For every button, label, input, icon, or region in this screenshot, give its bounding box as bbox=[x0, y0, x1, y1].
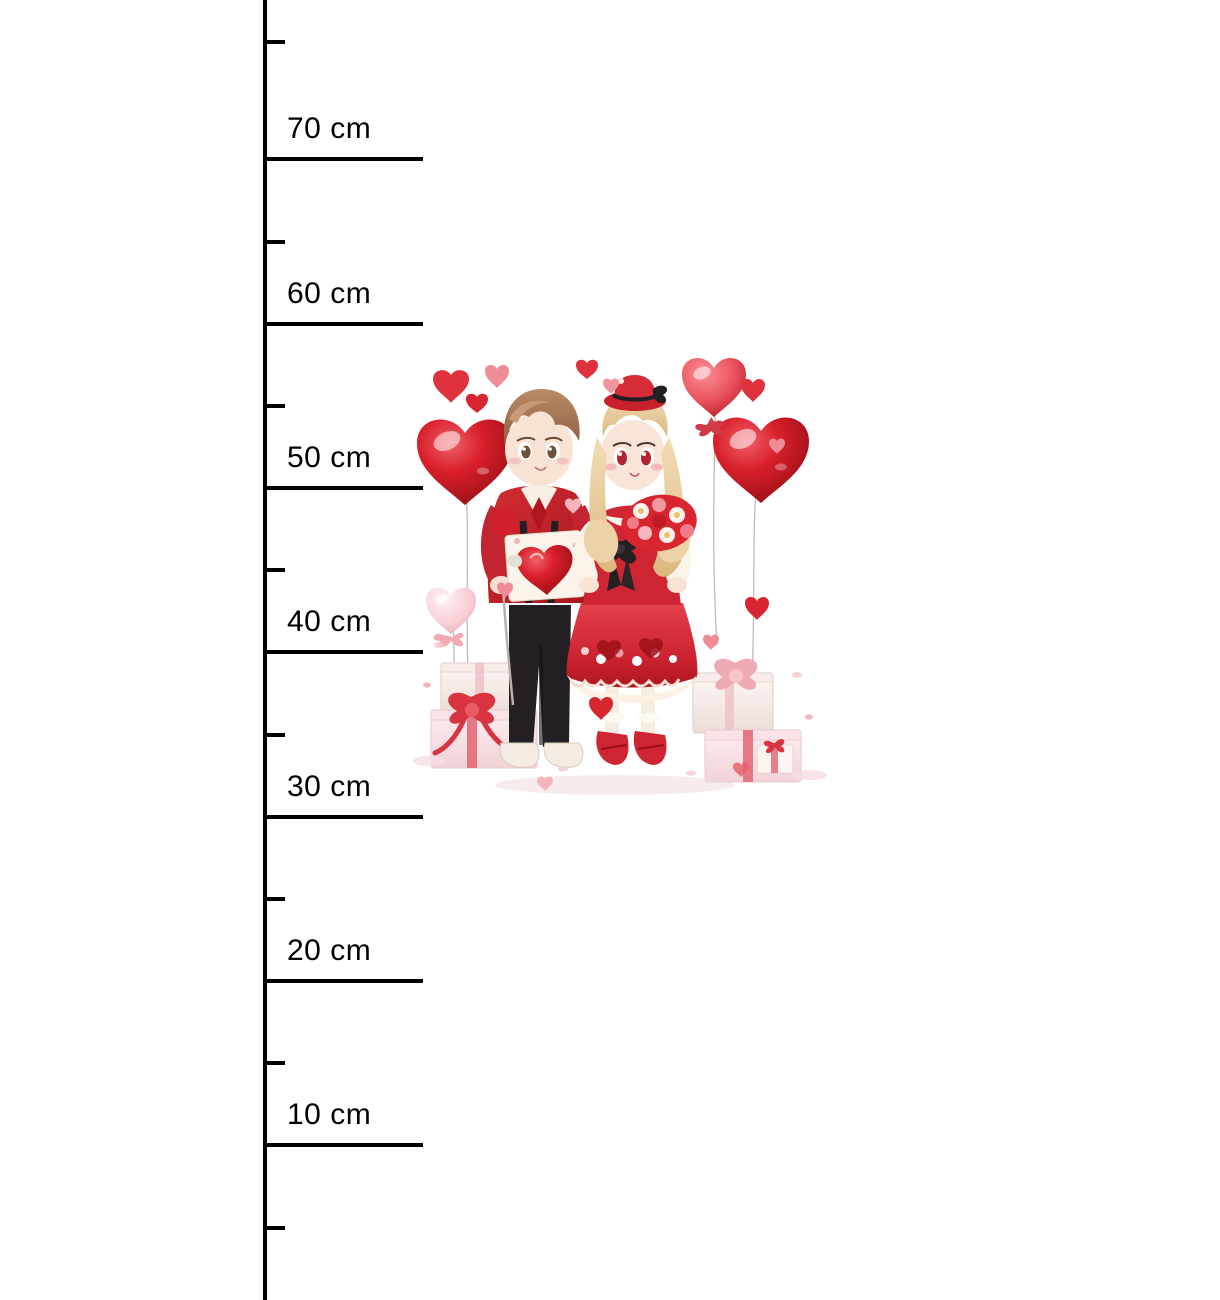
artwork-illustration bbox=[405, 345, 845, 815]
ruler-tick-minor bbox=[263, 40, 285, 44]
artwork-valentine-couple bbox=[405, 345, 845, 815]
ruler-label-10: 10 cm bbox=[287, 1098, 372, 1131]
ground-shadow bbox=[495, 775, 735, 795]
ruler-label-50: 50 cm bbox=[287, 441, 372, 474]
ruler-label-70: 70 cm bbox=[287, 112, 372, 145]
ruler-label-20: 20 cm bbox=[287, 934, 372, 967]
ruler-label-60: 60 cm bbox=[287, 277, 372, 310]
ruler-tick-minor bbox=[263, 733, 285, 737]
ruler-tick-major bbox=[263, 979, 423, 983]
ruler-tick-major bbox=[263, 815, 423, 819]
ruler-tick-major bbox=[263, 650, 423, 654]
ruler-label-30: 30 cm bbox=[287, 770, 372, 803]
ruler-tick-major bbox=[263, 486, 423, 490]
gift-boxes-right bbox=[693, 659, 827, 782]
ruler-tick-minor bbox=[263, 240, 285, 244]
ruler-tick-minor bbox=[263, 897, 285, 901]
heart-balloon-right bbox=[713, 418, 809, 503]
heart-balloon-left bbox=[417, 420, 513, 505]
ruler-tick-minor bbox=[263, 1226, 285, 1230]
ruler-label-40: 40 cm bbox=[287, 605, 372, 638]
measure-ruler bbox=[0, 0, 430, 1300]
ruler-tick-minor bbox=[263, 404, 285, 408]
ruler-tick-minor bbox=[263, 1061, 285, 1065]
ruler-tick-major bbox=[263, 157, 423, 161]
ruler-tick-minor bbox=[263, 568, 285, 572]
ruler-tick-major bbox=[263, 322, 423, 326]
girl-figure bbox=[567, 375, 702, 765]
ruler-tick-major bbox=[263, 1143, 423, 1147]
heart-balloon-small-left bbox=[426, 588, 476, 647]
